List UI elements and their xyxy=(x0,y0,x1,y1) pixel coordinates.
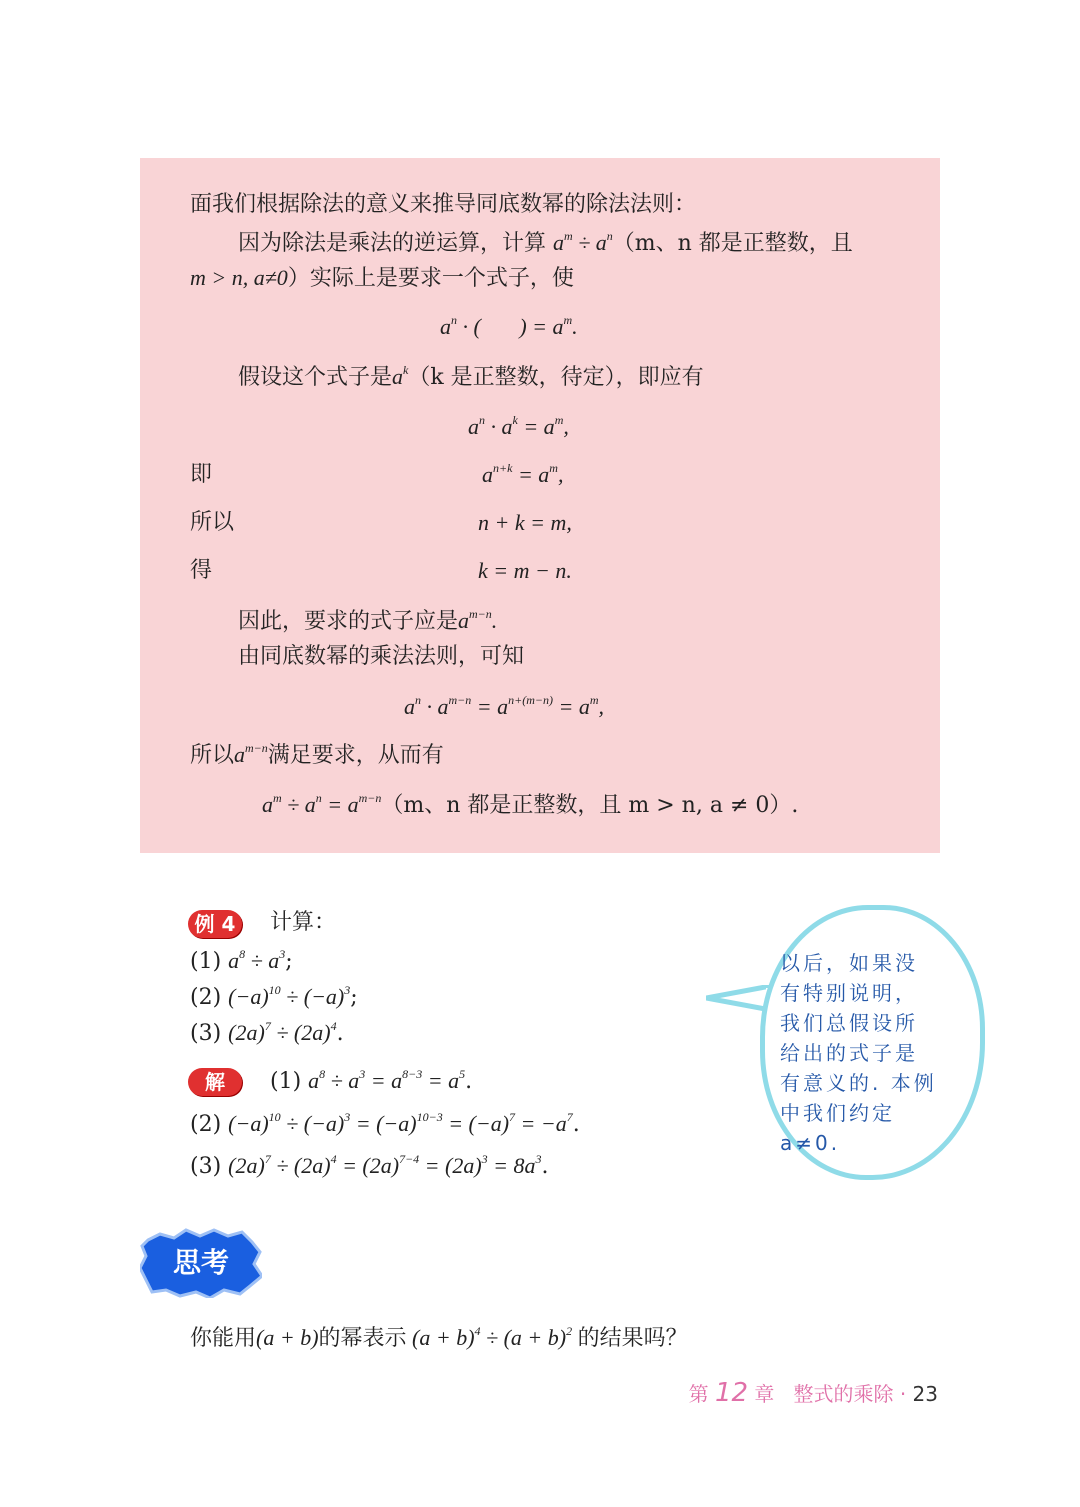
reason-condition: （m、n 都是正整数，且 xyxy=(612,231,853,256)
item-number: (2) xyxy=(190,985,222,1010)
solution-2: (2) $(-a)^{10} \div (-a)^3 = (-a)^{10-3} = (-a)^7 = -a^7$. xyxy=(190,1110,580,1137)
assume-text: 假设这个式子是 xyxy=(238,365,393,390)
question-part-c: 的结果吗？ xyxy=(577,1326,688,1351)
item-number: (1) xyxy=(270,1069,302,1094)
solution-badge: 解 xyxy=(188,1068,242,1096)
label-ji: 即 xyxy=(190,462,213,487)
equation-blank: $a^n$ · ( ) = $a^m$. xyxy=(440,313,578,339)
reason-text-2: ）实际上是要求一个式子，使 xyxy=(287,266,574,291)
chapter-number: 12 xyxy=(714,1378,749,1408)
question-part-a: 你能用 xyxy=(190,1326,257,1351)
example-badge: 例 4 xyxy=(188,910,242,938)
chapter-title: 整式的乘除 xyxy=(793,1382,894,1406)
example-prompt: 计算： xyxy=(270,910,337,935)
think-badge-label: 思考 xyxy=(172,1246,229,1279)
item-number: (3) xyxy=(190,1021,222,1046)
therefore-text: 因此，要求的式子应是 xyxy=(238,609,459,634)
satisfy-text-a: 所以 xyxy=(190,743,235,768)
page-footer: 第 12 章 整式的乘除 · 23 xyxy=(688,1378,938,1408)
assume-condition: （k 是正整数，待定），即应有 xyxy=(408,365,704,390)
final-rule-line xyxy=(262,790,798,821)
equation-product: $a^n \cdot a^{m-n} = a^{n+(m-n)} = a^m$, xyxy=(404,693,605,719)
item-number: (2) xyxy=(190,1112,222,1137)
solution-3: (3) $(2a)^7 \div (2a)^4 = (2a)^{7-4} = (2a)^3 = 8a^3$. xyxy=(190,1152,549,1179)
expr-a-m-minus-n-2: $a^{m-n}$ xyxy=(234,741,268,767)
think-question: 你能用(a + b)的幂表示 $(a + b)^4 \div (a + b)^2$ 的结果吗？ xyxy=(190,1324,688,1351)
page-number: 23 xyxy=(912,1382,938,1406)
therefore-line xyxy=(238,606,497,637)
final-rule-condition: （m、n 都是正整数，且 m > n, a ≠ 0）. xyxy=(381,793,799,818)
equation-sum-exp: $a^{n+k} = a^m$, xyxy=(482,461,564,487)
expr-am-div-an: $a^m \div a^n$ xyxy=(553,229,613,255)
assume-line xyxy=(238,362,704,393)
example-item-1: (1) $a^8 \div a^3$; xyxy=(190,947,293,974)
satisfy-line xyxy=(190,740,444,771)
example-item-2: (2) $(-a)^{10} \div (-a)^3$; xyxy=(190,983,358,1010)
solution-1: (1) $a^8 \div a^3 = a^{8-3} = a^5$. xyxy=(270,1067,473,1094)
item-number: (3) xyxy=(190,1154,222,1179)
expr-a-m-minus-n: $a^{m-n}$. xyxy=(458,607,498,633)
reason-text: 因为除法是乘法的逆运算，计算 xyxy=(238,231,547,256)
equation-an-ak: $a^n \cdot a^k = a^m$, xyxy=(468,413,569,439)
chapter-suffix: 章 xyxy=(754,1382,775,1406)
expr-ak: $a^k$ xyxy=(392,363,409,389)
example-item-3: (3) $(2a)^7 \div (2a)^4$. xyxy=(190,1019,344,1046)
derivation-intro: 面我们根据除法的意义来推导同底数幂的除法法则： xyxy=(190,192,697,217)
final-rule-expr: $a^m \div a^n = a^{m-n}$ xyxy=(262,791,382,817)
label-suoyi: 所以 xyxy=(190,510,235,535)
label-de: 得 xyxy=(190,558,213,583)
by-rule-line: 由同底数幂的乘法法则，可知 xyxy=(238,644,525,669)
satisfy-text-b: 满足要求，从而有 xyxy=(267,743,444,768)
question-part-b: 的幂表示 xyxy=(318,1326,407,1351)
equation-n-plus-k: n + k = m, xyxy=(478,510,572,535)
reason-line-1 xyxy=(238,228,853,259)
reason-line-2 xyxy=(190,263,574,294)
reason-inequality: m > n, a≠0 xyxy=(190,265,288,290)
equation-k: k = m − n. xyxy=(478,558,572,583)
note-text: 以后，如果没有特别说明，我们总假设所给出的式子是有意义的. 本例中我们约定 a≠0. xyxy=(780,951,937,1155)
chapter-prefix: 第 xyxy=(688,1382,709,1406)
item-number: (1) xyxy=(190,949,222,974)
